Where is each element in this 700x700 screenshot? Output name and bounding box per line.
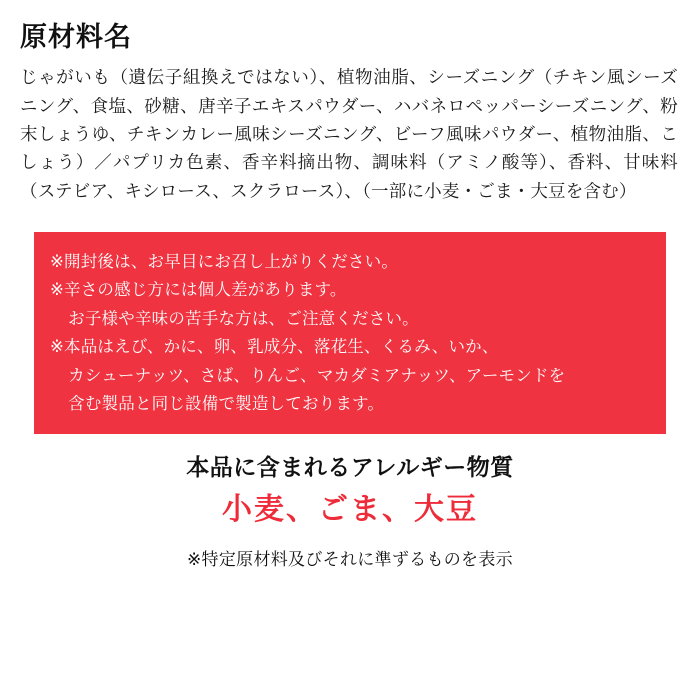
- notice-line: ※本品はえび、かに、卵、乳成分、落花生、くるみ、いか、: [50, 337, 499, 357]
- notice-line: ※開封後は、お早目にお召し上がりください。: [50, 252, 399, 272]
- notice-line: カシューナッツ、さば、りんご、マカダミアナッツ、アーモンドを: [68, 365, 566, 385]
- notice-box: [34, 232, 666, 434]
- allergy-items: 小麦、ごま、大豆: [222, 492, 478, 528]
- notice-line: 含む製品と同じ設備で製造しております。: [68, 393, 385, 413]
- notice-line: ※辛さの感じ方には個人差があります。: [50, 280, 347, 300]
- allergy-heading: 本品に含まれるアレルギー物質: [186, 455, 514, 482]
- footnote: ※特定原材料及びそれに準ずるものを表示: [187, 549, 513, 570]
- notice-line: お子様や辛味の苦手な方は、ご注意ください。: [68, 308, 419, 328]
- ingredients-text: じゃがいも（遺伝子組換えではない）、植物油脂、シーズニング（チキン風シーズニング、食塩、砂糖、唐辛子エキスパウダー、ハバネロペッパーシーズニング、粉末しょうゆ、チキンカレー風味シーズニング、ビーフ風味パウダー、植物油脂、こしょう）／パプリカ色素、香辛料摘出物、調味料（アミノ酸等）、香料、甘味料（ステビア、キシロース、スクラロース）、（一部に小麦・ごま・大豆を含む）: [20, 68, 678, 202]
- page-title: 原材料名: [20, 22, 132, 53]
- allergy-block: [18, 454, 682, 530]
